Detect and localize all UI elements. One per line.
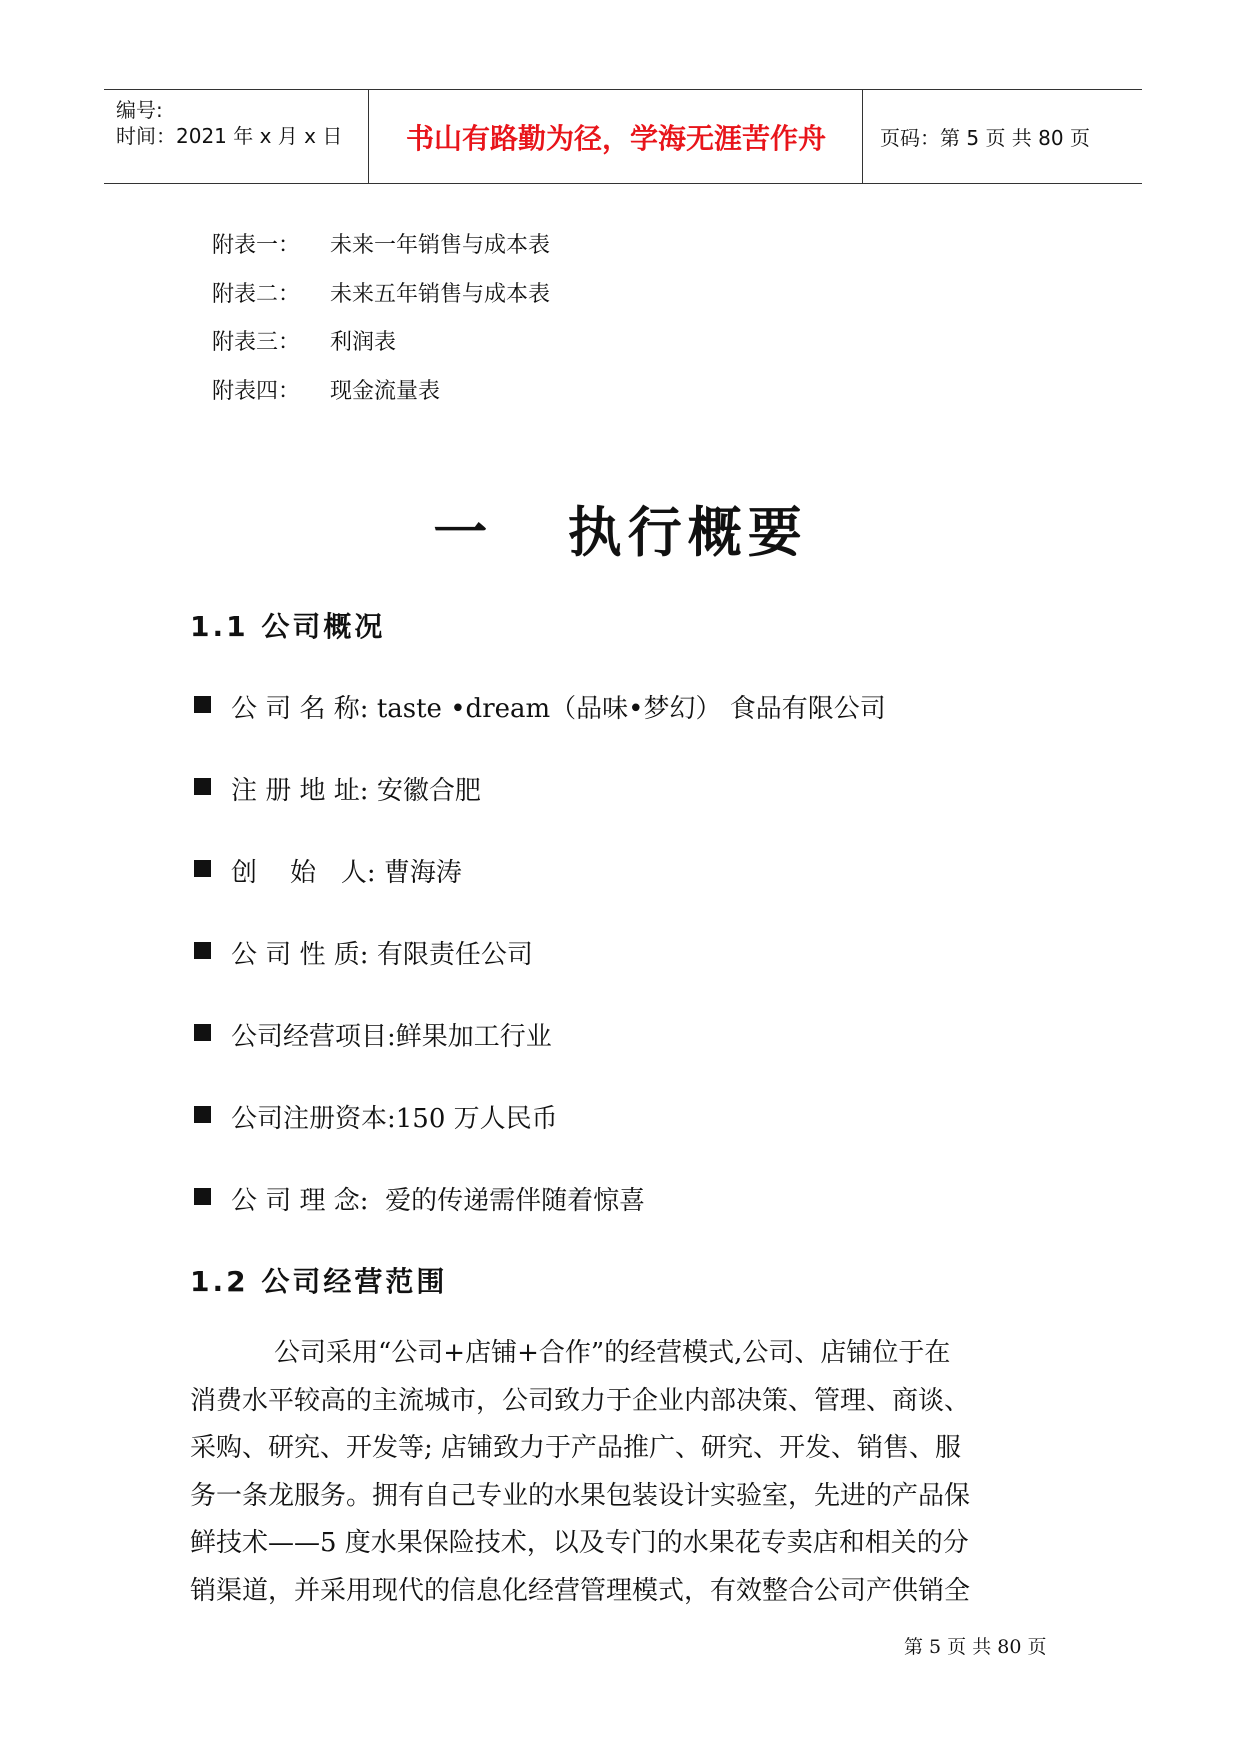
paragraph-line: 采购、研究、开发等; 店铺致力于产品推广、研究、开发、销售、服	[190, 1433, 962, 1463]
bullet-square-icon	[194, 1024, 211, 1041]
appendix-item	[212, 319, 550, 368]
appendix-key: 附表二：	[212, 281, 301, 307]
page-info: 页码：第 5 页 共 80 页	[880, 126, 1090, 150]
appendix-key: 附表一：	[212, 233, 301, 258]
paragraph-line: 务一条龙服务。拥有自己专业的水果包装设计实验室，先进的产品保	[190, 1480, 971, 1511]
appendix-value: 未来一年销售与成本表	[330, 233, 551, 258]
appendix-list	[212, 222, 550, 416]
list-item-text: 公司注册资本:150 万人民币	[231, 1104, 558, 1134]
bullet-square-icon	[194, 1188, 211, 1205]
list-item-text: 公 司 理 念: 爱的传递需伴随着惊喜	[231, 1186, 646, 1216]
list-item-text: 公 司 性 质: 有限责任公司	[231, 940, 533, 970]
header-motto-cell	[370, 90, 863, 183]
section-title-1-1: 1.1 公司概况	[190, 610, 386, 643]
list-item	[194, 934, 886, 1016]
company-overview-list	[194, 688, 886, 1262]
appendix-item	[212, 271, 550, 320]
bullet-square-icon	[194, 942, 211, 959]
bullet-square-icon	[194, 696, 211, 713]
appendix-key: 附表四：	[212, 378, 301, 404]
time-label: 时间：2021 年 x 月 x 日	[116, 124, 343, 148]
bullet-square-icon	[194, 778, 211, 795]
number-label: 编号:	[116, 98, 163, 122]
appendix-value: 未来五年销售与成本表	[330, 281, 551, 307]
header-page-cell	[864, 90, 1142, 183]
appendix-item	[212, 222, 550, 271]
bullet-square-icon	[194, 860, 211, 877]
paragraph-line: 鲜技术——5 度水果保险技术，以及专门的水果花专卖店和相关的分	[190, 1528, 969, 1558]
appendix-item	[212, 368, 550, 417]
list-item	[194, 1098, 886, 1180]
header-table	[104, 89, 1142, 184]
motto: 书山有路勤为径，学海无涯苦作舟	[405, 121, 826, 155]
list-item	[194, 1016, 886, 1098]
header-info-cell	[104, 90, 369, 183]
list-item	[194, 1180, 886, 1262]
list-item-text: 创 始 人: 曹海涛	[231, 858, 462, 888]
list-item	[194, 852, 886, 934]
list-item	[194, 770, 886, 852]
paragraph-line: 公司采用“公司+店铺+合作”的经营模式,公司、店铺位于在	[274, 1338, 951, 1368]
list-item-text: 注 册 地 址: 安徽合肥	[231, 776, 481, 806]
paragraph-line: 消费水平较高的主流城市，公司致力于企业内部决策、管理、商谈、	[190, 1385, 971, 1416]
list-item-text: 公 司 名 称: taste •dream（品味•梦幻） 食品有限公司	[231, 694, 886, 724]
list-item-text: 公司经营项目:鲜果加工行业	[231, 1022, 552, 1052]
bullet-square-icon	[194, 1106, 211, 1123]
appendix-value: 现金流量表	[330, 378, 441, 404]
appendix-key: 附表三：	[212, 330, 301, 355]
chapter-title: 一 执行概要	[433, 501, 808, 564]
paragraph-line: 销渠道，并采用现代的信息化经营管理模式，有效整合公司产供销全	[190, 1575, 971, 1606]
business-scope-paragraph	[190, 1330, 1070, 1615]
page-footer: 第 5 页 共 80 页	[904, 1636, 1047, 1658]
appendix-value: 利润表	[330, 330, 397, 355]
list-item	[194, 688, 886, 770]
section-title-1-2: 1.2 公司经营范围	[190, 1265, 448, 1298]
